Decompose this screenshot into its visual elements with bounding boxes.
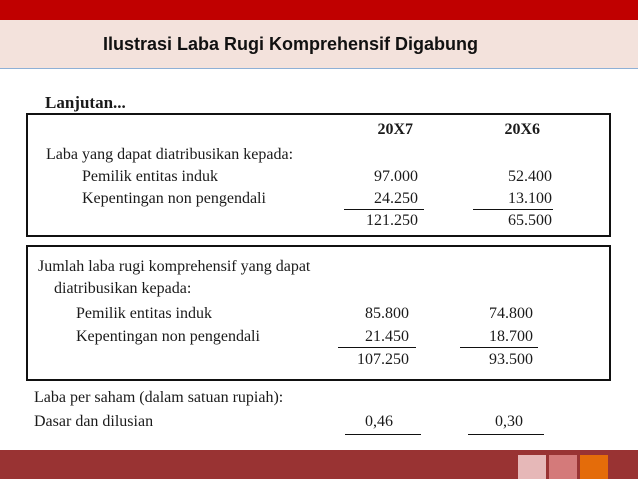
footer-square-light: [518, 455, 546, 479]
section1-row2-20x6: 13.100: [508, 190, 552, 207]
section1-row1-label: Pemilik entitas induk: [82, 168, 218, 185]
section1-heading: Laba yang dapat diatribusikan kepada:: [46, 146, 294, 163]
section2-heading-line1: Jumlah laba rugi komprehensif yang dapat: [38, 258, 311, 275]
footer-square-orange: [580, 455, 608, 479]
section2-underline-20x6: [460, 347, 538, 348]
section3-row-20x7: 0,46: [365, 413, 393, 430]
section1-row2-20x7: 24.250: [374, 190, 418, 207]
column-header-20x7: 20X7: [377, 121, 413, 138]
footer-square-medium: [549, 455, 577, 479]
section2-row1-20x6: 74.800: [489, 305, 533, 322]
section1-row1-20x6: 52.400: [508, 168, 552, 185]
section2-total-20x6: 93.500: [489, 351, 533, 368]
section2-underline-20x7: [338, 347, 416, 348]
top-accent-bar: [0, 0, 638, 20]
section2-total-20x7: 107.250: [357, 351, 409, 368]
column-header-20x6: 20X6: [504, 121, 540, 138]
section2-row1-20x7: 85.800: [365, 305, 409, 322]
section3-underline-20x7: [345, 434, 421, 435]
section2-row2-20x7: 21.450: [365, 328, 409, 345]
section3-row-20x6: 0,30: [495, 413, 523, 430]
section2-row1-label: Pemilik entitas induk: [76, 305, 212, 322]
section2-heading-line2: diatribusikan kepada:: [54, 280, 192, 297]
slide-title: Ilustrasi Laba Rugi Komprehensif Digabung: [103, 34, 479, 54]
section3-underline-20x6: [468, 434, 544, 435]
section1-underline-20x7: [344, 209, 424, 210]
section1-row1-20x7: 97.000: [374, 168, 418, 185]
section3-row-label: Dasar dan dilusian: [34, 413, 154, 430]
section2-row2-label: Kepentingan non pengendali: [76, 328, 260, 345]
section3-heading: Laba per saham (dalam satuan rupiah):: [34, 389, 284, 406]
continuation-label: Lanjutan...: [45, 93, 126, 112]
section1-underline-20x6: [473, 209, 553, 210]
section2-row2-20x6: 18.700: [489, 328, 533, 345]
section1-total-20x6: 65.500: [508, 212, 552, 229]
section1-total-20x7: 121.250: [366, 212, 418, 229]
section1-row2-label: Kepentingan non pengendali: [82, 190, 266, 207]
